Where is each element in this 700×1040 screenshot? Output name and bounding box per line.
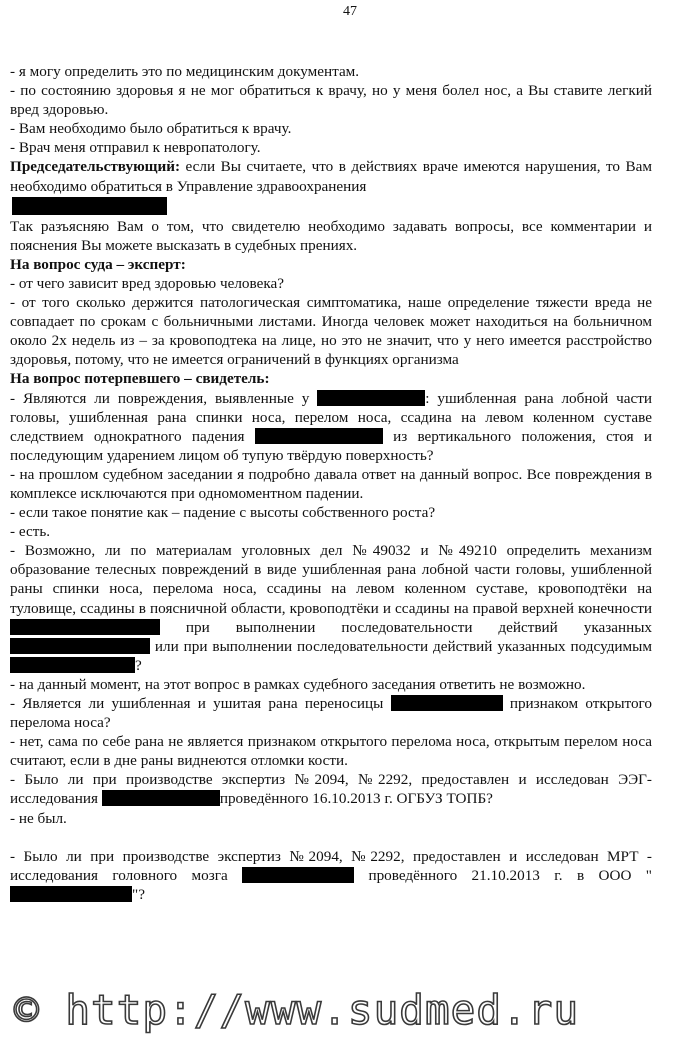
redaction: [317, 390, 425, 406]
redaction: [10, 619, 160, 635]
watermark-text: © http://www.sudmed.ru: [14, 986, 580, 1034]
question-4: [10, 694, 652, 732]
answer-4: - нет, сама по себе рана не является признаком открытого перелома носа, открытым перелом носа считают, если в дне раны виднеются отломки кости.: [10, 733, 652, 770]
question-1-part-c: из вертикального положения, стоя и последующим ударением лицом об тупую твёрдую поверхность?: [10, 427, 652, 464]
question-3: [10, 541, 652, 675]
line-3: - Вам необходимо было обратиться к врачу.: [10, 120, 292, 138]
spacer: [10, 828, 652, 847]
redaction: [391, 695, 503, 711]
question-3-part-c: или при выполнении последовательности действий указанных подсудимым: [150, 637, 652, 655]
chairman-remark: [10, 157, 652, 195]
question-5-part-a: - Было ли при производстве экспертиз №2094, №2292, предоставлен и исследован ЭЭГ- исследования: [10, 771, 652, 808]
redaction: [242, 867, 354, 883]
chairman-text: если Вы считаете, что в действиях враче имеются нарушения, то Вам необходимо обратиться в Управление здравоохранения: [10, 158, 652, 195]
answer-5: - не был.: [10, 809, 67, 827]
redaction: [102, 790, 220, 806]
redaction: [255, 428, 383, 444]
question-6-part-b: проведённого 21.10.2013 г. в ООО ": [354, 866, 652, 884]
page-number: 47: [343, 4, 357, 19]
redaction: [10, 657, 135, 673]
heading-victim-question: На вопрос потерпевшего – свидетель:: [10, 370, 270, 388]
redaction: [10, 638, 150, 654]
question-4-part-a: - Является ли ушибленная и ушитая рана переносицы: [10, 695, 391, 712]
answer-3: - на данный момент, на этот вопрос в рамках судебного заседания ответить не возможно.: [10, 675, 586, 693]
question-6-part-c: "?: [132, 885, 145, 903]
line-2: - по состоянию здоровья я не мог обратиться к врачу, но у меня болел нос, а Вы ставите легкий вред здоровью.: [10, 82, 652, 119]
question-3-part-b: при выполнении последовательности действий указанных: [160, 618, 652, 636]
chairman-label: Председательствующий:: [10, 158, 181, 176]
question-3-part-a: - Возможно, ли по материалам уголовных дел №49032 и №49210 определить механизм образование телесных повреждений в виде ушибленная рана лобной части головы, ушибленной раны спинки носа, перелома носа, ссадины на левом коленном суставе, кровоподтёки на туловище, ссадины в поясничной области, кровоподтёки и ссадины на правой верхней конечности: [10, 542, 652, 617]
answer-2: - есть.: [10, 523, 51, 541]
document-body: [10, 62, 652, 904]
question-5-part-b: проведённого 16.10.2013 г. ОГБУЗ ТОПБ?: [219, 790, 493, 808]
question-5: [10, 770, 652, 808]
question-1-part-a: - Являются ли повреждения, выявленные у: [10, 389, 318, 407]
line-1: - я могу определить это по медицинским документам.: [10, 63, 360, 80]
question-3-part-d: ?: [135, 656, 142, 674]
court-question: - от чего зависит вред здоровью человека?: [10, 274, 284, 292]
question-2: - если такое понятие как – падение с высоты собственного роста?: [10, 504, 436, 522]
redaction-block: [12, 197, 167, 215]
question-4-part-b: признаком открытого перелома носа?: [10, 695, 652, 732]
answer-1: - на прошлом судебном заседании я подробно давала ответ на данный вопрос. Все повреждения в комплексе исключаются при одномоментном падении.: [10, 465, 652, 502]
redaction: [10, 886, 132, 902]
question-1-part-b: : ушибленная рана лобной части головы, ушибленная рана спинки носа, перелом носа, ссадина на левом коленном суставе следствием однократного падения: [10, 389, 653, 445]
expert-answer: - от того сколько держится патологическая симптоматика, наше определение тяжести вреда не совпадает по срокам с больничными листами. Иногда человек может находиться на больничном около 2х недель из – за кровоподтека на лице, но это не значит, что у него имеется расстройство здоровья, потому, что не имеется ограничений в функциях организма: [10, 294, 652, 369]
question-1: [10, 389, 652, 465]
line-4: - Врач меня отправил к невропатологу.: [10, 139, 261, 157]
explanation-paragraph: Так разъясняю Вам о том, что свидетелю необходимо задавать вопросы, все комментарии и пояснения Вы можете высказать в судебных прениях.: [10, 217, 652, 254]
question-6-part-a: - Было ли при производстве экспертиз №2094, №2292, предоставлен и исследован МРТ - исследования головного мозга: [10, 847, 652, 884]
question-6: [10, 847, 652, 904]
heading-court-question: На вопрос суда – эксперт:: [10, 255, 186, 273]
